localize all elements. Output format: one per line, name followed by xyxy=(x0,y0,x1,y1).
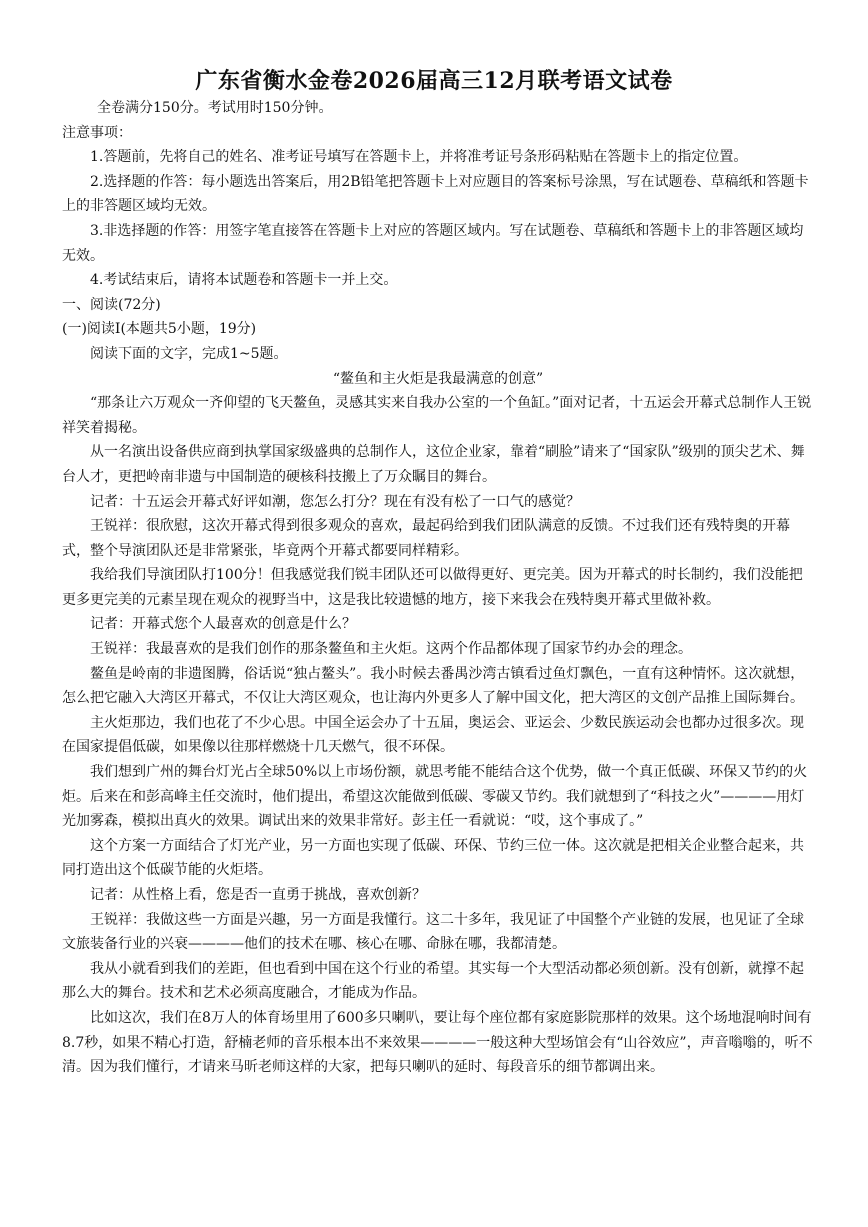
section-heading: 一、阅读(72分) xyxy=(62,296,161,313)
note-item: 1.答题前，先将自己的姓名、准考证号填写在答题卡上，并将准考证号条形码粘贴在答题卡上的指定位置。 xyxy=(90,149,748,166)
subsection-heading: (一)阅读Ⅰ(本题共5小题，19分) xyxy=(62,321,257,338)
exam-body xyxy=(62,96,814,1080)
notes-heading: 注意事项： xyxy=(62,124,132,141)
article-paragraph: 我给我们导演团队打100分！但我感觉我们锐丰团队还可以做得更好、更完美。因为开幕式的时长制约，我们没能把更多更完美的元素呈现在观众的视野当中，这是我比较遗憾的地方，接下来我会在残特奥开幕式里做补救。 xyxy=(62,567,803,608)
article-paragraph: 我们想到广州的舞台灯光占全球50%以上市场份额，就思考能不能结合这个优势，做一个真正低碳、环保又节约的火炬。后来在和彭高峰主任交流时，他们提出，希望这次能做到低碳、零碳又节约。我们就想到了“科技之火”————用灯光加雾森，模拟出真火的效果。调试出来的效果非常好。彭主任一看就说：“哎，这个事成了。” xyxy=(62,764,808,830)
exam-intro: 全卷满分150分。考试用时150分钟。 xyxy=(97,100,333,116)
article-paragraph: 主火炬那边，我们也花了不少心思。中国全运会办了十五届，奥运会、亚运会、少数民族运动会也都办过很多次。现在国家提倡低碳，如果像以往那样燃烧十几天燃气，很不环保。 xyxy=(62,714,804,756)
exam-title: 广东省衡水金卷2026届高三12月联考语文试卷 xyxy=(195,68,673,94)
article-paragraph: 王锐祥：我做这些一方面是兴趣，另一方面是我懂行。这二十多年，我见证了中国整个产业链的发展，也见证了全球文旅装备行业的兴衰————他们的技术在哪、核心在哪、命脉在哪，我都清楚。 xyxy=(62,911,804,953)
article-paragraph: 比如这次，我们在8万人的体育场里用了600多只喇叭，要让每个座位都有家庭影院那样的效果。这个场地混响时间有8.7秒，如果不精心打造，舒楠老师的音乐根本出不来效果————一般这种大型场馆会有“山谷效应”，声音嗡嗡的，听不清。因为我们懂行，才请来马昕老师这样的大家，把每只喇叭的延时、每段音乐的细节都调出来。 xyxy=(62,1009,813,1076)
note-item: 3.非选择题的作答：用签字笔直接答在答题卡上对应的答题区域内。写在试题卷、草稿纸和答题卡上的非答题区域均无效。 xyxy=(62,222,804,264)
article-paragraph: “那条让六万观众一齐仰望的飞天鳌鱼，灵感其实来自我办公室的一个鱼缸。”面对记者，十五运会开幕式总制作人王锐祥笑着揭秘。 xyxy=(62,395,812,436)
article-paragraph: 记者：从性格上看，您是否一直勇于挑战，喜欢创新？ xyxy=(90,887,426,903)
article-title: “鳌鱼和主火炬是我最满意的创意” xyxy=(332,370,544,387)
note-item: 4.考试结束后，请将本试题卷和答题卡一并上交。 xyxy=(90,272,398,289)
article-paragraph: 记者：十五运会开幕式好评如潮，您怎么打分？现在有没有松了一口气的感觉？ xyxy=(90,493,580,510)
article-paragraph: 王锐祥：我最喜欢的是我们创作的那条鳌鱼和主火炬。这两个作品都体现了国家节约办会的理念。 xyxy=(90,641,692,658)
article-paragraph: 记者：开幕式您个人最喜欢的创意是什么？ xyxy=(90,616,356,633)
article-paragraph: 从一名演出设备供应商到执掌国家级盛典的总制作人，这位企业家，靠着“刷脸”请来了“国家队”级别的顶尖艺术、舞台人才，更把岭南非遗与中国制造的硬核科技搬上了万众瞩目的舞台。 xyxy=(62,444,805,485)
note-item: 2.选择题的作答：每小题选出答案后，用2B铅笔把答题卡上对应题目的答案标号涂黑，写在试题卷、草稿纸和答题卡上的非答题区域均无效。 xyxy=(62,173,809,215)
article-paragraph: 鳌鱼是岭南的非遗图腾，俗话说“独占鳌头”。我小时候去番禺沙湾古镇看过鱼灯飘色，一直有这种情怀。这次就想，怎么把它融入大湾区开幕式，不仅让大湾区观众，也让海内外更多人了解中国文化，把大湾区的文创产品推上国际舞台。 xyxy=(62,665,805,707)
reading-instruction: 阅读下面的文字，完成1~5题。 xyxy=(90,345,288,362)
article-paragraph: 这个方案一方面结合了灯光产业，另一方面也实现了低碳、环保、节约三位一体。这次就是把相关企业整合起来，共同打造出这个低碳节能的火炬塔。 xyxy=(62,837,804,879)
article-paragraph: 王锐祥：很欣慰，这次开幕式得到很多观众的喜欢，最起码给到我们团队满意的反馈。不过我们还有残特奥的开幕式，整个导演团队还是非常紧张，毕竟两个开幕式都要同样精彩。 xyxy=(62,518,790,559)
article-paragraph: 我从小就看到我们的差距，但也看到中国在这个行业的希望。其实每一个大型活动都必须创新。没有创新，就撑不起那么大的舞台。技术和艺术必须高度融合，才能成为作品。 xyxy=(62,960,804,1002)
